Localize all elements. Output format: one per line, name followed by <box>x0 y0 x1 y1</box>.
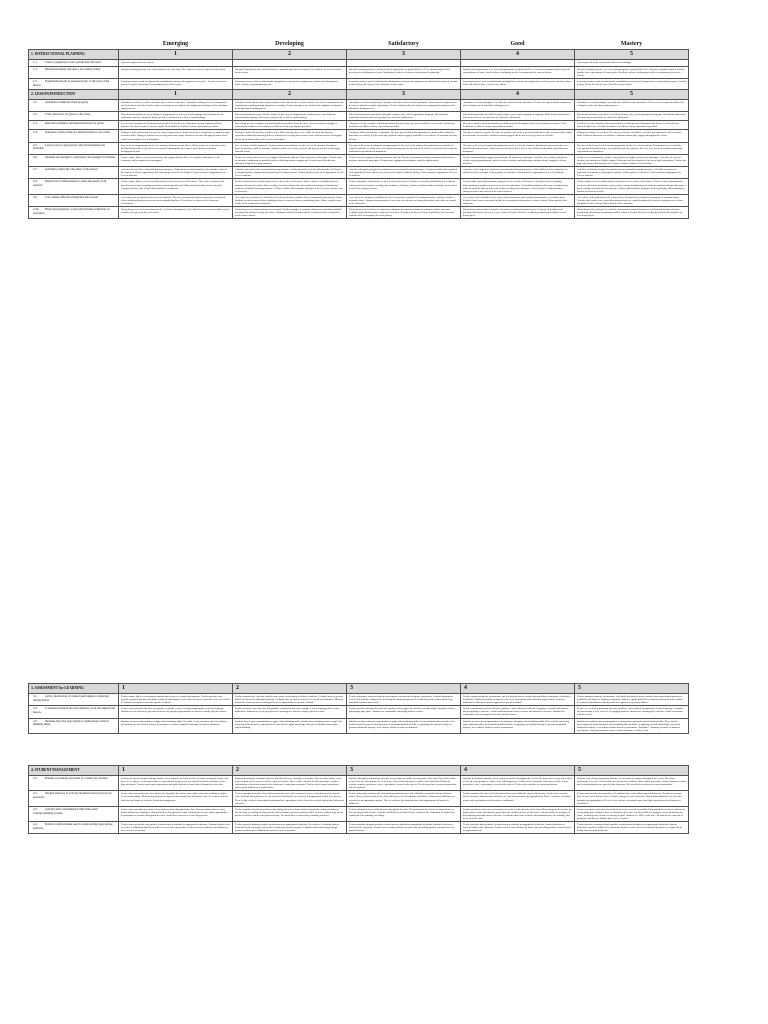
descriptor-cell-developing: Students may be given opportunities to apply critical thinking skills, but this does not happen often enough. Not many questions are asked, and students are not asked to apply knowledge/concepts to situations that require critical thinking. <box>233 718 347 733</box>
descriptor-cell-emerging: Teacher does not make any effort to keep students active throughout the class. Demonstrations take too long, and/or students are standing or sitting around for long periods of time. Students do not have many opportunities to participate in activities throughout the class. Students are allowed to sit for long periods. <box>119 806 233 821</box>
criterion-text: Consistent interactions with students occur throughout the lesson. <box>33 706 115 715</box>
descriptor-cell-emerging: Timing for drills and activities in need of serious improvement. Students not given enough time to grasp concepts or master skills. Timing of activities are too long and causes many students to become disengaged and/or bored which leads to high levels of disruption. <box>119 130 233 142</box>
descriptor-cell-mastery: Attendance recorded promptly. Very little time utilised to take attendance. Teacher uses exceptional student role techniques in the attendance taking process. <box>575 99 689 111</box>
descriptor-cell-mastery: Class registered on the system and followed accordingly. <box>575 60 689 67</box>
criterion-cell <box>29 111 119 120</box>
criterion-cell <box>29 154 119 166</box>
criterion-number: 4.3. <box>33 806 38 811</box>
criterion-number: 2.3. <box>33 121 38 126</box>
descriptor-cell-satisfactory: The pace of the lesson is adequate and appropriate for the level of the student. Transition between activities is relatively smooth, no major issues for student moving from one activity to the next. It is somewhat clear students understand expectations for transitions. <box>347 142 461 154</box>
descriptor-cell-satisfactory: Students adequately demonstrate that they are accustom to routine for most parts of the class. They know where to go to line up, form groups etc. At least one of the following may be visible in the classroom: Behaviour records, routines, procedures, rules, expectations, lesson for the day etc. Teacher may have to repeat instructions but not regularly. <box>347 776 461 791</box>
level-header-emerging: Emerging <box>162 41 189 47</box>
criterion-cell <box>29 706 119 718</box>
criterion-cell <box>29 60 119 67</box>
descriptor-cell-good: Teacher monitors students' performance and self-activity moves around class providing constructive feedback to all students. Student performance improves due to the assessment and feedback being provided. Corrective individual feedback provided as opposed to general feedback. <box>461 694 575 706</box>
descriptor-cell-good: Teacher consistently provides direction, guidance, and feedback to students. Language is suitable and students and questioning is effective. Verbal communication between teacher and students is effective. Students are comfortable and encouraged to interact with the teacher. <box>461 706 575 718</box>
criterion-number: 2.7. <box>33 167 38 172</box>
level-number: 3 <box>347 89 461 99</box>
criterion-text: Student behavior is actively monitored and corrected as necessary <box>33 791 112 800</box>
descriptor-cell-good: Final plenary and cool down is good. Assessment of student learning is good. Good use of feedback and questions/discussions to review to core values reflection. Effective feedback provided and reminders of next lesson given. <box>461 207 575 219</box>
descriptor-cell-developing: Activities somewhat relate to intended learning outcome s. Students unclear as to how the activities will lead to meeting outcomes. Organisation/sequencing needs improvement. Games/activities may not be appropriate for the level of students. <box>233 167 347 179</box>
descriptor-cell-satisfactory <box>347 60 461 67</box>
level-number: 5 <box>575 766 689 776</box>
descriptor-cell-satisfactory: Learning resources such as whiteboards, manipulatives and special equipment are satisfactorily prepared, out and in place before the start of class. Adequate set up evident. <box>347 79 461 90</box>
criterion-row <box>29 776 689 791</box>
descriptor-cell-emerging: Intended learning outcome s are not included or are very weak. No evidence of success criteria for the lesson. <box>119 66 233 78</box>
descriptor-cell-satisfactory: Final plenary and cool down is satisfactory. Adequate assessment of student learning is evident, and some feedback is provided but more could have been done. Reminder for the next lesson is provided, however more could be done to strengthen the final plenary. <box>347 207 461 219</box>
level-number: 1 <box>119 684 233 694</box>
criterion-number: 4.1. <box>33 776 38 780</box>
descriptor-cell-mastery: Teacher monitors students' performance excellently and actively moves around classes providing constructive feedback to all students. Student performance improves significantly due to constant assessment and feedback. Exceptional individual feedback provided as opposed to general feedback. <box>575 694 689 706</box>
descriptor-cell-satisfactory: Students are given adequate opportunities to apply critical thinking skills. Lesson includes some activities that include answering open-ended questions, demonstrating difficult skills, or applying concepts/knowledge to perform situational analysis, or to critique another person's performance. <box>347 718 461 733</box>
criterion-number: 2.5. <box>33 142 38 147</box>
descriptor-cell-mastery: Activities excellently designed for students to meet intended learning outcome s. All drills/exercises are organised for students to easily grasp concepts. Solid sequence of activities. Games/activities appropriate for level of students. <box>575 167 689 179</box>
criterion-text: Students encouraged to participate and engage in activities <box>45 154 116 159</box>
criterion-cell <box>29 822 119 834</box>
criterion-number: 2.4. <box>33 130 38 135</box>
descriptor-cell-mastery: Teacher adopts excellent differentiation strategies to meet needs of all learners. Teacher clearly understands the needs of each learner and makes a great effort to ensure modifications are made for students with special needs or those needing extra help to meet outcomes. Various differentiation strategies such as grouping, differentiating by product or process are used. <box>575 179 689 194</box>
criterion-cell <box>29 130 119 142</box>
criterion-row <box>29 718 689 733</box>
descriptor-cell-good: Timing for activities is good. The time for activities and drills is good and students are able to master skills within the timeframe for activities. Students remain engaged and do not seem to get bored or off task. <box>461 130 575 142</box>
descriptor-cell-developing: Learning resources such as whiteboards, manipulatives and special equipment are in place but disorganised. Some evidence of preparation present. <box>233 79 347 90</box>
descriptor-cell-developing: Teacher could do more to differentiate to meet the needs of all learners. Little evidence of modifications for students with special needs or those needing extra help evident, but some students are being left behind and cannot meet intended learning outcome s. Effort to utilise differentiation strategies to meet needs of learners can be increased. <box>233 179 347 194</box>
descriptor-cell-satisfactory: Attendance recorded satisfactorily. Adequate class time utilised to take attendance. Some room for improvement in terms of timeliness and/or organisation. Teacher satisfactorily uses student role assignment techniques in the attendance taking process. <box>347 99 461 111</box>
criterion-cell <box>29 694 119 706</box>
descriptor-cell-satisfactory: Teacher actively engages and motivates most students. Teacher demonstrates adequate enthusiasm and effort to motivate students to participate. Perhaps more engagement techniques could be implemented. <box>347 154 461 166</box>
criterion-row <box>29 154 689 166</box>
level-number: 3 <box>347 766 461 776</box>
criterion-text: Instruction is differentiated to meet the needs of all learners <box>33 179 107 188</box>
descriptor-cell-developing: Teacher provides some direction and guidance verbally but not often enough, or not in language that is easily understood. Students are rarely questioned or encouraged to interact verbally with the teacher. <box>233 706 347 718</box>
criterion-text: Clear directives are given to the class. <box>45 111 91 116</box>
section-title: 4. STUDENT MANAGEMENT <box>29 766 119 776</box>
descriptor-cell-satisfactory: Teacher provides adequate direction and guidance and engages the students can understand. Adequate effective questioning takes place. Students are comfortable interacting with the teacher. <box>347 706 461 718</box>
criterion-cell <box>29 806 119 821</box>
criterion-row <box>29 791 689 806</box>
rubric-table-assessment <box>28 683 689 734</box>
descriptor-cell-emerging: Activities do not relate to intended learning outcome /s. Students do not understand how the activities relate to the outcomes and the organisation and sequencing of activities is illogical. Games/activities inappropriate for level of students. <box>119 167 233 179</box>
criterion-text: Class is registered on the system and followed. <box>45 60 102 64</box>
criterion-cell <box>29 79 119 90</box>
descriptor-cell-mastery: Teacher is excellent at providing direction, guidance, and feedback throughout the lesson. Language is suitable and questioning is very effective in engaging students. Students are encouraged to effective verbal interactions with the teacher. <box>575 706 689 718</box>
criterion-cell <box>29 718 119 733</box>
level-number: 1 <box>119 50 233 60</box>
descriptor-cell-emerging: Directions/instructions not clear. Volume is inappropriate as is the pace and language used. Students do not understand what they should be doing and class is delayed due to lack of understanding. <box>119 111 233 120</box>
descriptor-cell-good: Directions/instructions provided in good volumes, pace, and in appropriate language. Most students understand directions and very few questions are asked for clarification. <box>461 111 575 120</box>
level-header-row <box>29 39 689 50</box>
criterion-row <box>29 806 689 821</box>
descriptor-cell-mastery: Directions/instructions provided in excellent volumes, pace, and in appropriate language. All students understand directions and no questions are asked for clarification. <box>575 111 689 120</box>
criterion-number: 2.6. <box>33 154 38 159</box>
criterion-number: 3.3. <box>33 718 38 723</box>
level-number: 2 <box>233 50 347 60</box>
criterion-text: Equipment/resources prepared prior to the start of the lesson <box>33 79 110 87</box>
descriptor-cell-emerging: Core values not incorporated into lesson or activities. They are not mentioned and/or students are not praised when exhibiting them nor corrected when contradicting them. No evidence of values in the classroom environment. <box>119 194 233 206</box>
criterion-cell <box>29 66 119 78</box>
descriptor-cell-emerging: Learning resources such as whiteboards, manipulative and special equipment not in place. Teacher uses lesson time to set-up the classroom. Poor preparation for class session. <box>119 79 233 90</box>
descriptor-cell-good: The pace of the lesson is good and appropriate for the level of the students. Transitions between activities were smooth and students move easily from one activity to the next. It is clear students understand expectations for transitions. <box>461 142 575 154</box>
descriptor-cell-good: Intended learning outcome s are clear and appropriate for grade/skill level. Outcomes expanded upon to provide expectations of lesson. Good evidence of planning for the co-construction of success criteria. <box>461 66 575 78</box>
criterion-number: 3.1. <box>33 694 38 698</box>
section-header-row <box>29 684 689 694</box>
descriptor-cell-emerging: Teacher does not provide any positive reinforcement to students for appropriate behaviour. Constant negative and corrective feedback provided but teacher never provides any positive reinforcement to students, and students are never referred to by name. <box>119 822 233 834</box>
descriptor-cell-emerging: Teacher does not monitor the class effectively. Regularly the teacher loses sight of the class resulting in higher levels of misconduct. Misbehaving students are ignored and continuously disrupt the class. No evidence that the class has any history of effective behaviour management. <box>119 791 233 806</box>
descriptor-cell-mastery: Teacher provides consistent timely positive reinforcement to students for appropriate behaviour. Student behaviour is tracked visibly in the classroom, and the teacher refers to all students by name to recognise them during class for good behaviour. <box>575 822 689 834</box>
rubric-table-planning-instruction <box>28 39 689 219</box>
descriptor-cell-emerging: Teacher makes little or no effort to motivate and engage students. There is a negative atmosphere in the classroom, and/or students are disengaged. <box>119 154 233 166</box>
descriptor-cell-good: Attendance recorded promptly. Very little time utilised to take attendance. Teacher uses good student assignment role techniques in the attendance taking process. <box>461 99 575 111</box>
descriptor-cell-satisfactory: Adequate relevant examples and demonstrations provided, however, more could have been useful. Satisfactory breakdown of skills to clarify expectations provided. <box>347 121 461 130</box>
section-header-row <box>29 89 689 99</box>
rubric-table-student-management <box>28 765 689 834</box>
descriptor-cell-developing: Students demonstrate minimal behaviour that show they are accustom to a routine. They are often unsure where to go for parts of the lesson or what is expected of them. There is little evidence of rules/procedures, student expectations or behaviour charts in the classroom. Lesson plan not posted. Teacher has to repeat instructions and/or guide students on a regular basis. <box>233 776 347 791</box>
criterion-row <box>29 167 689 179</box>
criterion-cell <box>29 121 119 130</box>
descriptor-cell-developing: Teacher too fast needs to do more to engage and motivate students. Some students are disengaged. Teacher may be lacking in enthusiasm or positivity and it is affecting student engagement. Lessons could benefit from strategies designed to engage students. <box>233 154 347 166</box>
descriptor-cell-emerging: Attendance not taken, or taken, but takes up too much of class time. Attendance-taking process is disorganised and is not taken seriously. Teacher makes no attempt to use student role assignment techniques in the attendance taking process. <box>119 99 233 111</box>
criterion-text: Relevant examples and demonstrations are given. <box>45 121 105 126</box>
criterion-cell <box>29 99 119 111</box>
descriptor-cell-mastery: Students very clearly demonstrate that they are accustom to routines throughout the lesson. They know instructions very well. Good routines are provided for students. Rules and/or procedures, student behaviour charts and lesson instructions are posted in the classroom. The teacher does not have to repeat instructions. <box>575 776 689 791</box>
descriptor-cell-satisfactory: Core values are adequately established in the lesson and are pointed out in situations where students exhibit or contradict them. Adequate incorporation of core values in activities or during discussions, and values are posted in the classroom. <box>347 194 461 206</box>
level-number: 1 <box>119 89 233 99</box>
descriptor-cell-developing: Directions/instructions given but the volume or pace may be inappropriate. Students have some difficulty understanding language and lesson is delayed due to lack of understanding. <box>233 111 347 120</box>
criterion-row <box>29 130 689 142</box>
descriptor-cell-good: Relevant examples and demonstrations of skills provided throughout lesson for all students to master. Good breakdown of skills to clarify expectations provided. <box>461 121 575 130</box>
descriptor-cell-good: Learning resources such as whiteboards, manipulatives and special equipment are well prepared, out and in place before the start of class. Good set up evident. <box>461 79 575 90</box>
criterion-text: Attendance taken/recorded properly. <box>45 99 89 104</box>
descriptor-cell-developing: Final plenary occurs but transition is not smooth. Teacher struggles to organise students for cool down and little assessment of student learning takes place. Minimal feedback provided and the reminder for the next lesson is weak or non-existent. <box>233 207 347 219</box>
level-number: 4 <box>461 50 575 60</box>
criterion-cell <box>29 791 119 806</box>
descriptor-cell-developing: Teacher provides minimal positive reinforcement for appropriate behaviour. No evidence of tracking student behaviour in the classroom, and teacher consistently provides negative feedback without providing enough positive reinforcement. Students are rarely referred to by name. <box>233 822 347 834</box>
criterion-row <box>29 121 689 130</box>
level-number: 3 <box>347 684 461 694</box>
criterion-text: Core values reflection integrated into lesson <box>45 194 98 199</box>
descriptor-cell-emerging: Class not registered on the system. <box>119 60 233 67</box>
criterion-number: 1.3. <box>33 79 38 84</box>
criterion-text: Students have the opportunity to demonstrate critical thinking skills. <box>33 718 109 727</box>
criterion-text: Intended learning outcome s are clearly stated <box>45 66 101 71</box>
level-number: 3 <box>347 50 461 60</box>
descriptor-cell-emerging: Teacher rarely provides direction and guidance verbally, or does so using inappropriate or unclear language. Students are not effectively questioned and are not provided opportunities to interact verbally with the teacher. <box>119 706 233 718</box>
criterion-row <box>29 194 689 206</box>
descriptor-cell-developing: Core values are mentioned or included in an activity but more could be done to incorporate them into the lesson. Students are rarely praised when exhibiting values or corrected when contradicting them. Values could be more visible in the classroom environment. <box>233 194 347 206</box>
level-number: 4 <box>461 684 575 694</box>
descriptor-cell-emerging: Teacher makes little or no attempt to monitor and/or assess of student performance. Teacher provides only general comments but does not address students individually. Teacher does not move around the class so it would be difficult for him/her to provide specific feedback. <box>119 694 233 706</box>
descriptor-cell-developing: Teacher monitors the class but could be more active in providing feedback to students. Feedback may be general and/or not directed to individual students. Feedback may be unclear as to the level of their performance. Moving around the classroom more would provide more opportunities to provide feedback. <box>233 694 347 706</box>
section-title: 3. ASSESSMENT for LEARNING <box>29 684 119 694</box>
criterion-text: Adequate practice time for drills/activities is provided <box>45 130 110 135</box>
level-header-developing: Developing <box>275 41 304 47</box>
descriptor-cell-mastery: Teacher maximises class time and students are active as much as possible. Demonstrations are short; students are not spending time waiting in lines or waiting for their turn. Activities/drills are designed so that all students are active, including when in pairs or playing in game. Students are 100% of the time. All students are expected to participate and they do. Student time is never wasted. <box>575 806 689 821</box>
section-title: 1. INSTRUCTIONAL PLANNING <box>29 50 119 60</box>
descriptor-cell-good: Students demonstrate that they are accustom to routines throughout the lesson. The know where to go when asked to line up, form groups etc. Some of the following may be visible in the classroom: behaviour records, routine, procedures, rules, expectations, lesson for the day etc. Teacher does not have to repeat instructions. <box>461 776 575 791</box>
criterion-cell <box>29 194 119 206</box>
descriptor-cell-satisfactory: Directions/instructions provided in adequate volumes, pace, and in appropriate language. Most students understand directions and few questions are asked for clarification. <box>347 111 461 120</box>
criterion-number: 2.9. <box>33 194 38 199</box>
descriptor-cell-developing: Not enough relevant examples and demonstrations provided. Some are given, however students struggle to understand and little to no breakdown of skills to clarify expectations provided. <box>233 121 347 130</box>
descriptor-cell-emerging: Final plenary is weak or non-existent at all. Cool down disorganised, no feedback or assessment provided, and no reminders are given for the next lesson. <box>119 207 233 219</box>
criterion-cell <box>29 776 119 791</box>
criterion-text: Final lesson/plenary occurs and includes reflection on outcomes <box>33 207 110 215</box>
criterion-row <box>29 99 689 111</box>
descriptor-cell-good: Students are often given opportunity to demonstrate and apply critical thinking skills. These include answering open-ended questions, demonstrating difficult skills, or applying concepts/knowledge to perform situational analysis, or to critique another person's performance. <box>461 718 575 733</box>
descriptor-cell-mastery: Teacher is very enthusiastic, positive, and students are highly motivated to participate. Activities are fun and exciting, and students are highly engaged. Students work their hardest to live up to high expectations. Teacher has high expectations and strategies are in place so that no student is left to chance. <box>575 154 689 166</box>
descriptor-cell-good: Teacher monitors the class well and students know and exhibit the expected behaviour. Teacher does not turn back to students. Students that misbehave are corrected promptly and appropriately. There is evidence of mutual respect and expectations for behaviour is established. <box>461 791 575 806</box>
criterion-number: 2.10. <box>33 207 39 212</box>
descriptor-cell-good: Teacher provides timely positive reinforcement to students for appropriate behaviour. Student behaviour is tracked visibly in the classroom. Teacher refers to most students by name when providing positive reinforcement for good behaviour. <box>461 822 575 834</box>
descriptor-cell-good: Teacher maximises class time and students are active for the majority of the class. Demonstrations do not take up long periods of time and students spend little time waiting in lines for their turn. Activities/drills are designed so that students participate most of the time. If students must wait or watch a demonstration they are standing, they never sit in the class. <box>461 806 575 821</box>
descriptor-cell-emerging: Students do not demonstrate that any routine exists. Students do not know how to behave during the lesson, and there is no evidence of rules/procedures or expectations being posted, nor student behaviour tracking. Lesson plan not posted. Teacher must repeat instructions and guide students so much that it disrupts the class flow. <box>119 776 233 791</box>
criterion-row <box>29 207 689 219</box>
criterion-row <box>29 694 689 706</box>
level-number: 4 <box>461 766 575 776</box>
level-header-satisfactory: Satisfactory <box>388 41 419 47</box>
criterion-row <box>29 79 689 90</box>
criterion-number: 3.2. <box>33 706 38 711</box>
criterion-text: Activities reflect the outcomes of the lesson <box>45 167 98 172</box>
descriptor-cell-mastery: Teacher monitors the class superbly well, students know and exhibit expected behaviour. Teacher never turns back to class and is always aware of what is going on in the classroom. Students that misbehave are corrected promptly and appropriately. There is clear evidence of mutual respect and high expectations for behaviour is established. <box>575 791 689 806</box>
descriptor-cell-satisfactory: Teacher adequately monitors the class and most students know and exhibit the expected behaviour. Teacher makes effort to not turn back to the class and keep eyes on all students at all times. Students that misbehave are corrected in an appropriate manner. There is evidence that students know that inappropriate behaviour is addressed. <box>347 791 461 806</box>
descriptor-cell-mastery: Excellent relevant examples and demonstrations of skills provided throughout the lesson for all students at different skill levels. Excellent breakdown of skills to clarify expectations provided. <box>575 121 689 130</box>
criterion-text: Lesson pace is appropriate; smooth transitions are included. <box>33 142 105 151</box>
criterion-row <box>29 66 689 78</box>
descriptor-cell-mastery: Timing for activities is excellent. The time for activities and drills is excellent and students are able to master skills within the timeframe for activities. Students remain fully engaged throughout the lesson. <box>575 130 689 142</box>
descriptor-cell-emerging: Pace of lesson inappropriate for level of students. Students are not able to follow because it is too fast or slow, and transitions between activities is not smooth. Inappropriate pace causes most students to become disengaged/off task. <box>119 142 233 154</box>
descriptor-cell-mastery: Core values well established in the lesson and are discussed when students demonstrate or contradict them. Activities that require core values discussion/activity are explicitly planned for and are consistent use of values throughout lesson evident. Values posted in the classroom. <box>575 194 689 206</box>
level-number: 1 <box>119 766 233 776</box>
criterion-number: 1.1. <box>33 60 38 64</box>
descriptor-cell-satisfactory: Teacher provides adequate positive reinforcement to students for appropriate behaviour. Student behaviour is tracked in the classroom. Teacher refers to many students by name when providing positive reinforcement for good behaviour. <box>347 822 461 834</box>
descriptor-cell-developing: Teacher attempts to monitor class but has moments where back is turned to class or attention is away from the class. Students that misbehave are not corrected immediately or correction is inappropriate and/or not effective. There is little evidence that students understand the expectations of the class or are used to having their behaviour corrected. <box>233 791 347 806</box>
level-number: 4 <box>461 89 575 99</box>
descriptor-cell-developing: Attendance taken but an unnecessary amount of time taken to do so. Some evidence of a lack of organisation and expectations regarding prompt attendance recording. Teacher attempts to use student role assignment techniques in the attendance taking process. <box>233 99 347 111</box>
criterion-cell <box>29 207 119 219</box>
descriptor-cell-mastery: Students are regularly given opportunities to demonstrate and apply critical thinking skills. These include answering open-ended questions, demonstrating difficult skills, or applying concepts/knowledge to perform situational analysis, or to critique another person's performance. Examples: Critiquing a teacher or student's performance; analysing situations where certain techniques would be used. <box>575 718 689 733</box>
descriptor-cell-good: Core values well established in the lesson and are discussed when students demonstrate or contradict them. Evidence that lesson consistently include the incorporation/discussion of values evident. Values posted in the classroom. <box>461 194 575 206</box>
criterion-number: 4.2. <box>33 791 38 796</box>
descriptor-cell-developing: Intended learning outcome s included but are expanded upon when necessary. Low evidence of success criteria for the lesson. <box>233 66 347 78</box>
descriptor-cell-good: Teacher makes good differentiation strategies to meet needs of all learners. Strategies such as grouping, differentiating by product or process are used to make them. Good differentiation in the form of modifications made for students with special needs or those needing extra assistance. Good evidence of differentiation strategies used to meet needs of the varied learners. <box>461 179 575 194</box>
criterion-row <box>29 142 689 154</box>
level-header-good: Good <box>510 41 525 47</box>
criterion-number: 2.1. <box>33 99 38 104</box>
descriptor-cell-satisfactory: Teacher adequately keeps students active throughout the class. Demonstrations are relatively short and do not take up long periods of time. Activities and drills keep students busy, waiting in line is minimal. If students are waiting they are standing, not sitting. <box>347 806 461 821</box>
level-header-mastery: Mastery <box>620 41 643 47</box>
descriptor-cell-good <box>461 60 575 67</box>
descriptor-cell-mastery: Learning resources such as whiteboards, manipulatives and special equipment are exceptionally prepared, out and in place before the start of class. Excellent set up evident. <box>575 79 689 90</box>
criterion-text: Routine procedures and rules of conduct are evident <box>45 776 108 780</box>
section-title: 2. LESSON/INSTRUCTION <box>29 89 119 99</box>
level-number: 2 <box>233 89 347 99</box>
level-number: 5 <box>575 50 689 60</box>
descriptor-cell-mastery: The pace of the lesson is excellent and appropriate for the level of the students. Transitions between activities very smooth and students move very quickly from one activity to the next. It is very clear students understand expectations for transitions. <box>575 142 689 154</box>
section-header-row <box>29 766 689 776</box>
criterion-number: 1.2. <box>33 66 38 71</box>
level-number: 2 <box>233 766 347 776</box>
descriptor-cell-satisfactory: Timing for drills and activities is adequate. The time given students the opportunity to master skills within the timeframe for activity. For the most part, students remain engaged with little to no evidence of boredom or being off task. <box>347 130 461 142</box>
descriptor-cell-good: Teacher enthusiastically engages and motivates all students to participate. Activities are exciting, students are clearly enjoying participating, and the teacher is positive and motivating; students clearly engaged in lesson activities. <box>461 154 575 166</box>
criterion-cell <box>29 142 119 154</box>
criterion-row <box>29 111 689 120</box>
criterion-text: Activity time is maximised; little time spent waiting/standing around. <box>33 806 98 815</box>
descriptor-cell-developing <box>233 60 347 67</box>
criterion-text: Active monitoring of student performance conducted during lesson <box>33 694 109 702</box>
descriptor-cell-developing: Timing for drills and activities could be better. Either activity times were a little too short and students experienced difficulty mastering skills or activities are too long that it causes some students become disengaged and/or bored which leads to low levels of disruption. <box>233 130 347 142</box>
descriptor-cell-emerging: Few relevant examples or demonstrations provided. If any, they are inadequate and not comprehended by students. No effort is made to increase depth. No breakdown of skills to clarify expectations provided. <box>119 121 233 130</box>
descriptor-cell-developing: Pace of lesson could be improved. At times lesson is too fast/slow for the level of the students. Transitions between activities could be smoother. Students unsure as to what to do next and may get off task or disengage from the lesson. <box>233 142 347 154</box>
criterion-row <box>29 179 689 194</box>
criterion-row <box>29 706 689 718</box>
criterion-number: 2.8. <box>33 179 38 184</box>
descriptor-cell-mastery: Final plenary and cool down is excellent. Assessment of student learning is excellent and includes effective questioning, discussions demonstrated and/or values reflection. Effective feedback provided and reminders of next lesson given. <box>575 207 689 219</box>
level-number: 5 <box>575 89 689 99</box>
descriptor-cell-satisfactory: Intended learning outcome s included and are appropriate for grade/skill level. LOs expanded upon when necessary for clarification of goals. Satisfactory evidence of success criteria stated in planning. <box>347 66 461 78</box>
section-header-row <box>29 50 689 60</box>
level-header-blank <box>29 39 119 50</box>
criterion-row <box>29 822 689 834</box>
criterion-cell <box>29 167 119 179</box>
descriptor-cell-satisfactory: Teacher adequately differentiates to meet needs of all learners. Evidence of teaching modifications for students with special needs or those needing extra assistance. Adequate evidence of differentiation strategies used to meet needs of the varying learners. <box>347 179 461 194</box>
level-number: 5 <box>575 684 689 694</box>
descriptor-cell-good: Activities well designed for students to meet intended learning outcome s. Most drills/exercises organised for students to learn concepts. Good sequence of activities. Games/activities appropriate for level of students. <box>461 167 575 179</box>
descriptor-cell-emerging: Students not given opportunities to apply critical thinking skills. Very little, if any, questions asked of students, and students are not asked to critique performance of others or apply knowledge/concepts to situations. <box>119 718 233 733</box>
descriptor-cell-mastery: Intended learning outcome s are clear and appropriate for grade/skill level. Outcomes expanded upon in detail to provide clear expectations of lesson goals. Excellent evidence of planning for the co-construction of success criteria. <box>575 66 689 78</box>
criterion-number: 4.4. <box>33 822 38 827</box>
criterion-number: 2.2. <box>33 111 38 116</box>
descriptor-cell-satisfactory: Teacher adequately monitors students' performance and provides adequate constructive feedback throughout lesson. This could be enhanced by increasing the amount/frequency of feedback provided and/or addressing individual students more often. <box>347 694 461 706</box>
descriptor-cell-developing: Teacher insufficiently keeps students active during the lesson. Some students spend time waiting or sitting in line/too long, or waiting for long periods while classmates perform activities/drills. At times students may sit out and are not told to stand or perform an activity. Too much time is wasted not performing activities. <box>233 806 347 821</box>
criterion-row <box>29 60 689 67</box>
criterion-text: Positive reinforcement used to acknowledge appropriate behavior <box>33 822 113 830</box>
descriptor-cell-satisfactory: Activities adequately designed for students to meet intended learning outcome s. Lesson is sufficiently organised. Good possibly be more effectively sequenced to enhance student learning. Games/activities appropriate for level of students. <box>347 167 461 179</box>
descriptor-cell-emerging: Teacher makes little to no effort to differentiate to meet the needs of all learners. The needs of students with special needs or those requiring extra help is not being addressed. Many students unable to meet intended learning outcome s due to little differentiation of instruction. <box>119 179 233 194</box>
criterion-cell <box>29 179 119 194</box>
level-number: 2 <box>233 684 347 694</box>
